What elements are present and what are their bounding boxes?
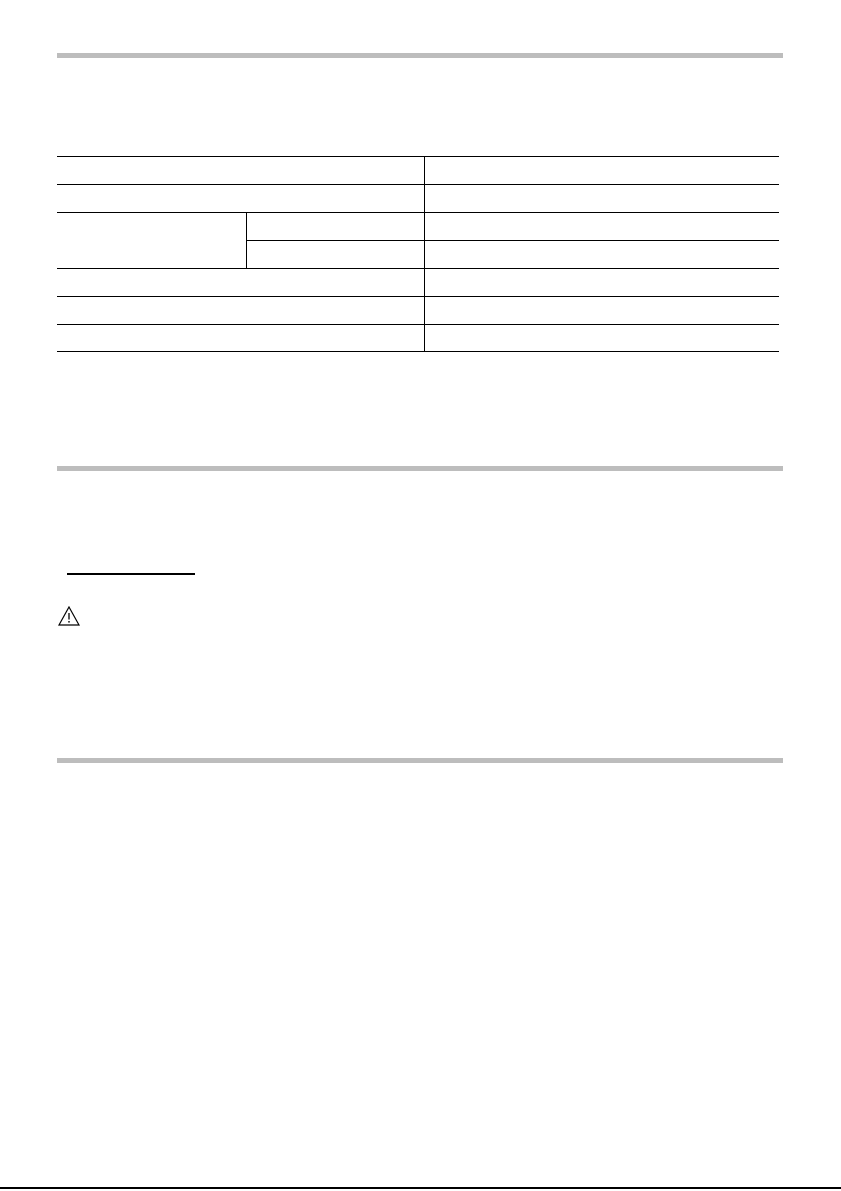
table-row-line (57, 268, 779, 269)
section-rule-top (57, 53, 783, 58)
warning-triangle-icon (58, 606, 80, 626)
section-rule-middle (57, 466, 783, 471)
specifications-table (57, 156, 779, 352)
table-column-divider (424, 156, 425, 352)
table-subcolumn-divider (246, 212, 247, 268)
section-rule-bottom (57, 758, 783, 763)
page-bottom-border (0, 1187, 841, 1189)
table-row-line (246, 240, 779, 241)
table-row-line (57, 184, 779, 185)
table-row-line (57, 156, 779, 157)
table-row-line (57, 351, 779, 352)
table-row-line (57, 296, 779, 297)
table-row-line (57, 324, 779, 325)
table-row-line (57, 212, 779, 213)
heading-underline (67, 573, 195, 575)
